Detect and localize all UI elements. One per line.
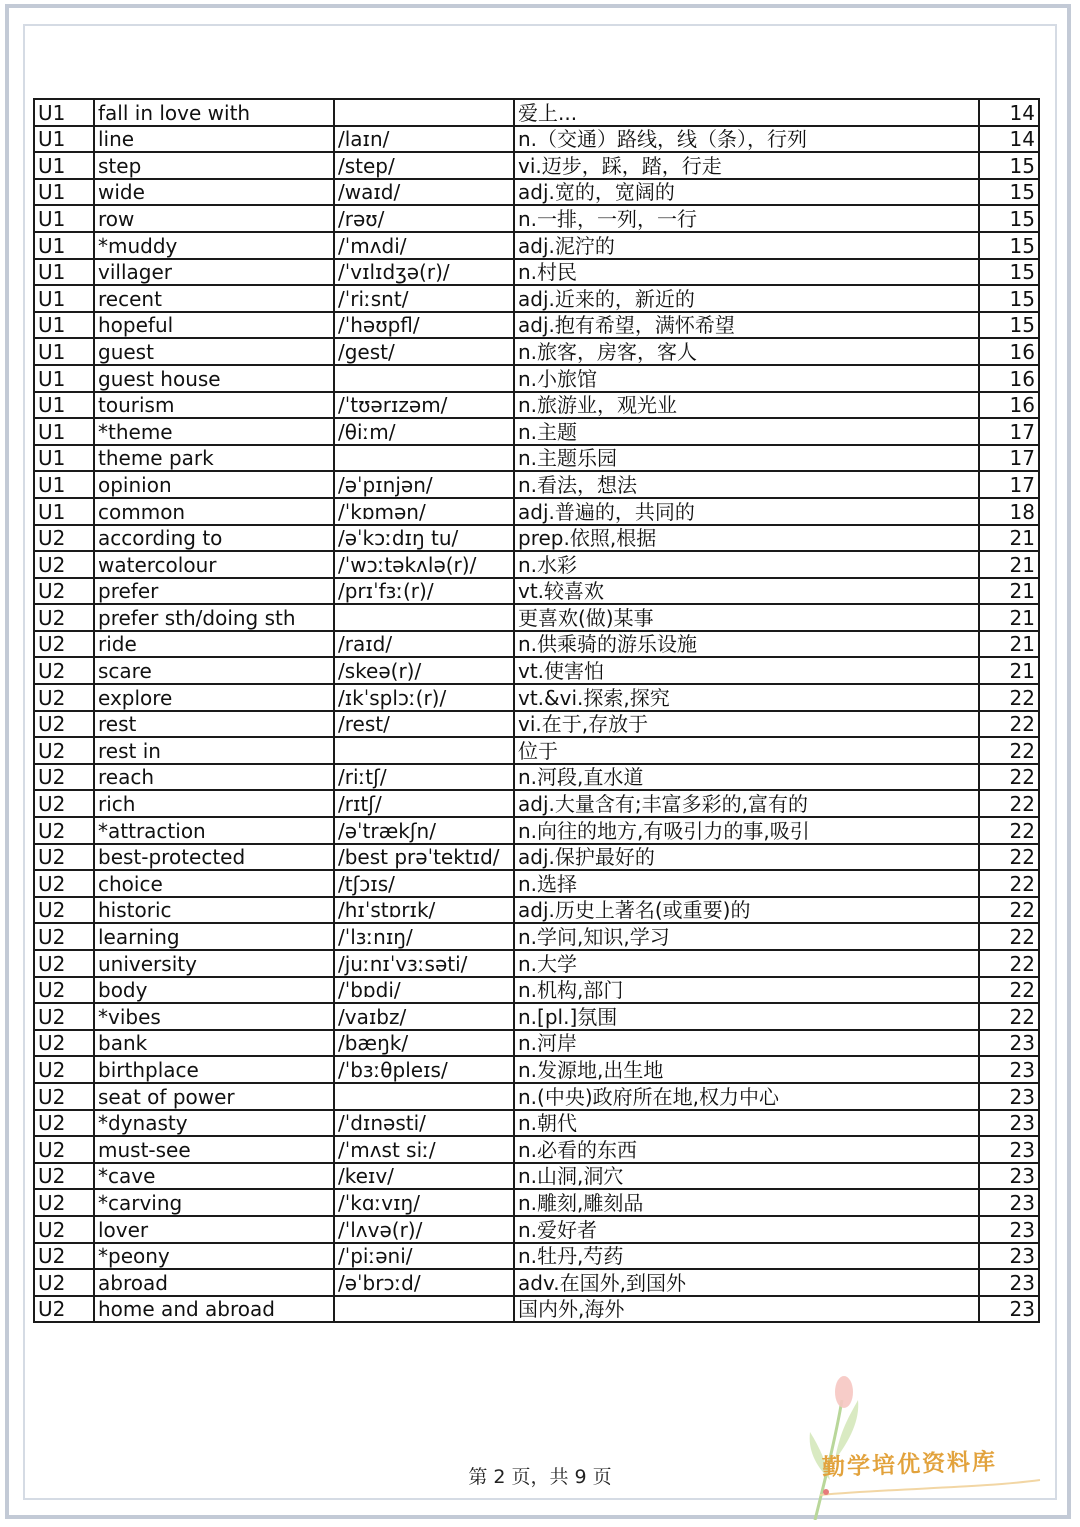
phonetic-cell: /gest/ xyxy=(334,338,514,365)
word-cell: birthplace xyxy=(94,1056,334,1083)
page-number-cell: 22 xyxy=(979,1003,1039,1030)
page-number-cell: 15 xyxy=(979,232,1039,259)
phonetic-cell xyxy=(334,1296,514,1323)
unit-cell: U2 xyxy=(34,1083,94,1110)
phonetic-cell: /ˈhəʊpfl/ xyxy=(334,312,514,339)
phonetic-cell: /ˈlɜːnɪŋ/ xyxy=(334,923,514,950)
watermark-text: 勤学培优资料库 xyxy=(821,1447,998,1482)
meaning-cell: n.(中央)政府所在地,权力中心 xyxy=(514,1083,979,1110)
word-cell: common xyxy=(94,498,334,525)
table-row xyxy=(34,312,1039,339)
phonetic-cell: /tʃɔɪs/ xyxy=(334,870,514,897)
meaning-cell: adj.泥泞的 xyxy=(514,232,979,259)
unit-cell: U2 xyxy=(34,1296,94,1323)
meaning-cell: vi.在于,存放于 xyxy=(514,711,979,738)
table-row xyxy=(34,1163,1039,1190)
phonetic-cell: /prɪˈfɜː(r)/ xyxy=(334,578,514,605)
unit-cell: U1 xyxy=(34,232,94,259)
table-row xyxy=(34,525,1039,552)
unit-cell: U2 xyxy=(34,1136,94,1163)
page-number-cell: 22 xyxy=(979,790,1039,817)
page-number-cell: 22 xyxy=(979,897,1039,924)
word-cell: *muddy xyxy=(94,232,334,259)
table-row xyxy=(34,1030,1039,1057)
word-cell: prefer xyxy=(94,578,334,605)
meaning-cell: adv.在国外,到国外 xyxy=(514,1269,979,1296)
word-cell: recent xyxy=(94,285,334,312)
phonetic-cell xyxy=(334,1083,514,1110)
table-row xyxy=(34,392,1039,419)
phonetic-cell: /əˈbrɔːd/ xyxy=(334,1269,514,1296)
phonetic-cell: /ɪkˈsplɔː(r)/ xyxy=(334,684,514,711)
meaning-cell: adj.大量含有;丰富多彩的,富有的 xyxy=(514,790,979,817)
page-number-cell: 21 xyxy=(979,525,1039,552)
meaning-cell: n.大学 xyxy=(514,950,979,977)
meaning-cell: adj.保护最好的 xyxy=(514,844,979,871)
table-row xyxy=(34,1110,1039,1137)
unit-cell: U2 xyxy=(34,684,94,711)
table-row xyxy=(34,259,1039,286)
table-row xyxy=(34,684,1039,711)
phonetic-cell: /əˈpɪnjən/ xyxy=(334,471,514,498)
phonetic-cell: /ˈtʊərɪzəm/ xyxy=(334,392,514,419)
phonetic-cell xyxy=(334,737,514,764)
word-cell: learning xyxy=(94,923,334,950)
phonetic-cell: /rəʊ/ xyxy=(334,205,514,232)
unit-cell: U2 xyxy=(34,790,94,817)
meaning-cell: vi.迈步，踩，踏，行走 xyxy=(514,152,979,179)
table-row xyxy=(34,711,1039,738)
table-row xyxy=(34,418,1039,445)
meaning-cell: n.旅客，房客，客人 xyxy=(514,338,979,365)
phonetic-cell: /juːnɪˈvɜːsəti/ xyxy=(334,950,514,977)
table-row xyxy=(34,790,1039,817)
page-number-cell: 14 xyxy=(979,99,1039,126)
table-row xyxy=(34,977,1039,1004)
unit-cell: U2 xyxy=(34,631,94,658)
word-cell: reach xyxy=(94,764,334,791)
page-number-cell: 22 xyxy=(979,844,1039,871)
page-number-cell: 23 xyxy=(979,1056,1039,1083)
unit-cell: U2 xyxy=(34,1216,94,1243)
meaning-cell: n.水彩 xyxy=(514,551,979,578)
meaning-cell: n.看法，想法 xyxy=(514,471,979,498)
unit-cell: U2 xyxy=(34,923,94,950)
page-number-cell: 22 xyxy=(979,711,1039,738)
page-number-cell: 15 xyxy=(979,259,1039,286)
page-number-cell: 22 xyxy=(979,737,1039,764)
word-cell: abroad xyxy=(94,1269,334,1296)
unit-cell: U2 xyxy=(34,1243,94,1270)
phonetic-cell: /ˈwɔːtəkʌlə(r)/ xyxy=(334,551,514,578)
meaning-cell: n.爱好者 xyxy=(514,1216,979,1243)
table-row xyxy=(34,1136,1039,1163)
unit-cell: U1 xyxy=(34,471,94,498)
word-cell: home and abroad xyxy=(94,1296,334,1323)
table-row xyxy=(34,471,1039,498)
meaning-cell: adj.普遍的，共同的 xyxy=(514,498,979,525)
phonetic-cell: /step/ xyxy=(334,152,514,179)
phonetic-cell: /bæŋk/ xyxy=(334,1030,514,1057)
unit-cell: U1 xyxy=(34,99,94,126)
phonetic-cell: /ˈbɒdi/ xyxy=(334,977,514,1004)
phonetic-cell: /raɪd/ xyxy=(334,631,514,658)
meaning-cell: adj.近来的，新近的 xyxy=(514,285,979,312)
unit-cell: U1 xyxy=(34,152,94,179)
page-number-cell: 23 xyxy=(979,1163,1039,1190)
phonetic-cell: /ˈvɪlɪdʒə(r)/ xyxy=(334,259,514,286)
word-cell: choice xyxy=(94,870,334,897)
unit-cell: U2 xyxy=(34,977,94,1004)
meaning-cell: n.旅游业，观光业 xyxy=(514,392,979,419)
unit-cell: U1 xyxy=(34,445,94,472)
meaning-cell: 更喜欢(做)某事 xyxy=(514,604,979,631)
word-cell: *dynasty xyxy=(94,1110,334,1137)
word-cell: step xyxy=(94,152,334,179)
table-row xyxy=(34,498,1039,525)
page-number-cell: 15 xyxy=(979,205,1039,232)
unit-cell: U2 xyxy=(34,1189,94,1216)
page-number-cell: 23 xyxy=(979,1216,1039,1243)
meaning-cell: 位于 xyxy=(514,737,979,764)
unit-cell: U2 xyxy=(34,1003,94,1030)
page-number-cell: 22 xyxy=(979,684,1039,711)
phonetic-cell xyxy=(334,604,514,631)
word-cell: *cave xyxy=(94,1163,334,1190)
unit-cell: U1 xyxy=(34,312,94,339)
unit-cell: U1 xyxy=(34,285,94,312)
unit-cell: U1 xyxy=(34,205,94,232)
word-cell: guest xyxy=(94,338,334,365)
page-number-cell: 23 xyxy=(979,1296,1039,1323)
table-row xyxy=(34,152,1039,179)
page-number-cell: 21 xyxy=(979,631,1039,658)
unit-cell: U2 xyxy=(34,525,94,552)
table-row xyxy=(34,1216,1039,1243)
unit-cell: U2 xyxy=(34,1269,94,1296)
page-number-cell: 15 xyxy=(979,312,1039,339)
table-row xyxy=(34,285,1039,312)
unit-cell: U2 xyxy=(34,950,94,977)
page-number-cell: 22 xyxy=(979,923,1039,950)
page-number-cell: 22 xyxy=(979,977,1039,1004)
table-row xyxy=(34,205,1039,232)
phonetic-cell: /ˈkɑːvɪŋ/ xyxy=(334,1189,514,1216)
unit-cell: U2 xyxy=(34,870,94,897)
meaning-cell: 国内外,海外 xyxy=(514,1296,979,1323)
page-number-cell: 15 xyxy=(979,285,1039,312)
page-number-footer: 第 2 页，共 9 页 xyxy=(468,1466,612,1488)
unit-cell: U2 xyxy=(34,1056,94,1083)
word-cell: row xyxy=(94,205,334,232)
page-number-cell: 21 xyxy=(979,578,1039,605)
meaning-cell: n.主题 xyxy=(514,418,979,445)
page-number-cell: 15 xyxy=(979,179,1039,206)
meaning-cell: prep.依照,根据 xyxy=(514,525,979,552)
page-number-cell: 21 xyxy=(979,551,1039,578)
phonetic-cell: /keɪv/ xyxy=(334,1163,514,1190)
unit-cell: U2 xyxy=(34,897,94,924)
phonetic-cell xyxy=(334,365,514,392)
word-cell: *attraction xyxy=(94,817,334,844)
table-row xyxy=(34,551,1039,578)
unit-cell: U1 xyxy=(34,126,94,153)
unit-cell: U2 xyxy=(34,1030,94,1057)
meaning-cell: n.供乘骑的游乐设施 xyxy=(514,631,979,658)
table-row xyxy=(34,126,1039,153)
page-number-cell: 23 xyxy=(979,1136,1039,1163)
table-row xyxy=(34,631,1039,658)
page-number-cell: 22 xyxy=(979,817,1039,844)
table-row xyxy=(34,1269,1039,1296)
word-cell: *carving xyxy=(94,1189,334,1216)
page-number-cell: 23 xyxy=(979,1243,1039,1270)
meaning-cell: n.必看的东西 xyxy=(514,1136,979,1163)
word-cell: tourism xyxy=(94,392,334,419)
phonetic-cell: /ˈmʌdi/ xyxy=(334,232,514,259)
table-row xyxy=(34,338,1039,365)
word-cell: rest xyxy=(94,711,334,738)
word-cell: guest house xyxy=(94,365,334,392)
meaning-cell: n.朝代 xyxy=(514,1110,979,1137)
table-row xyxy=(34,657,1039,684)
page-number-cell: 23 xyxy=(979,1083,1039,1110)
table-row xyxy=(34,179,1039,206)
table-row xyxy=(34,445,1039,472)
word-cell: *vibes xyxy=(94,1003,334,1030)
table-row xyxy=(34,844,1039,871)
table-row xyxy=(34,870,1039,897)
unit-cell: U1 xyxy=(34,338,94,365)
meaning-cell: vt.较喜欢 xyxy=(514,578,979,605)
word-cell: theme park xyxy=(94,445,334,472)
page-number-cell: 14 xyxy=(979,126,1039,153)
meaning-cell: n.选择 xyxy=(514,870,979,897)
unit-cell: U1 xyxy=(34,365,94,392)
unit-cell: U2 xyxy=(34,578,94,605)
phonetic-cell: /ˈriːsnt/ xyxy=(334,285,514,312)
phonetic-cell: /riːtʃ/ xyxy=(334,764,514,791)
unit-cell: U2 xyxy=(34,817,94,844)
word-cell: explore xyxy=(94,684,334,711)
unit-cell: U2 xyxy=(34,657,94,684)
vocabulary-table xyxy=(33,98,1040,1323)
unit-cell: U1 xyxy=(34,392,94,419)
meaning-cell: vt.&vi.探索,探究 xyxy=(514,684,979,711)
phonetic-cell xyxy=(334,445,514,472)
phonetic-cell: /əˈkɔːdɪŋ tu/ xyxy=(334,525,514,552)
word-cell: hopeful xyxy=(94,312,334,339)
word-cell: *peony xyxy=(94,1243,334,1270)
meaning-cell: n.山洞,洞穴 xyxy=(514,1163,979,1190)
table-row xyxy=(34,365,1039,392)
phonetic-cell: /laɪn/ xyxy=(334,126,514,153)
unit-cell: U2 xyxy=(34,1110,94,1137)
phonetic-cell: /vaɪbz/ xyxy=(334,1003,514,1030)
phonetic-cell: /hɪˈstɒrɪk/ xyxy=(334,897,514,924)
meaning-cell: n.（交通）路线，线（条），行列 xyxy=(514,126,979,153)
meaning-cell: vt.使害怕 xyxy=(514,657,979,684)
word-cell: historic xyxy=(94,897,334,924)
meaning-cell: n.机构,部门 xyxy=(514,977,979,1004)
table-row xyxy=(34,1056,1039,1083)
meaning-cell: n.雕刻,雕刻品 xyxy=(514,1189,979,1216)
word-cell: line xyxy=(94,126,334,153)
meaning-cell: 爱上... xyxy=(514,99,979,126)
phonetic-cell: /θiːm/ xyxy=(334,418,514,445)
page-number-cell: 22 xyxy=(979,950,1039,977)
word-cell: seat of power xyxy=(94,1083,334,1110)
word-cell: scare xyxy=(94,657,334,684)
page-number-cell: 23 xyxy=(979,1269,1039,1296)
page-number-cell: 22 xyxy=(979,764,1039,791)
page-number-cell: 22 xyxy=(979,870,1039,897)
page-number-cell: 18 xyxy=(979,498,1039,525)
table-row xyxy=(34,1243,1039,1270)
table-row xyxy=(34,950,1039,977)
phonetic-cell: /skeə(r)/ xyxy=(334,657,514,684)
unit-cell: U1 xyxy=(34,259,94,286)
page-number-cell: 21 xyxy=(979,604,1039,631)
phonetic-cell: /rest/ xyxy=(334,711,514,738)
page-number-cell: 16 xyxy=(979,392,1039,419)
meaning-cell: n.向往的地方,有吸引力的事,吸引 xyxy=(514,817,979,844)
word-cell: ride xyxy=(94,631,334,658)
meaning-cell: n.牡丹,芍药 xyxy=(514,1243,979,1270)
meaning-cell: n.学问,知识,学习 xyxy=(514,923,979,950)
meaning-cell: n.小旅馆 xyxy=(514,365,979,392)
unit-cell: U1 xyxy=(34,498,94,525)
phonetic-cell: /rɪtʃ/ xyxy=(334,790,514,817)
page-number-cell: 21 xyxy=(979,657,1039,684)
page-number-cell: 23 xyxy=(979,1110,1039,1137)
phonetic-cell: /ˈkɒmən/ xyxy=(334,498,514,525)
word-cell: best-protected xyxy=(94,844,334,871)
phonetic-cell xyxy=(334,99,514,126)
meaning-cell: n.发源地,出生地 xyxy=(514,1056,979,1083)
meaning-cell: adj.宽的，宽阔的 xyxy=(514,179,979,206)
word-cell: lover xyxy=(94,1216,334,1243)
table-row xyxy=(34,817,1039,844)
table-row xyxy=(34,1003,1039,1030)
word-cell: fall in love with xyxy=(94,99,334,126)
meaning-cell: n.主题乐园 xyxy=(514,445,979,472)
word-cell: body xyxy=(94,977,334,1004)
word-cell: bank xyxy=(94,1030,334,1057)
word-cell: prefer sth/doing sth xyxy=(94,604,334,631)
page-number-cell: 23 xyxy=(979,1189,1039,1216)
unit-cell: U2 xyxy=(34,711,94,738)
table-row xyxy=(34,1296,1039,1323)
table-row xyxy=(34,737,1039,764)
page-number-cell: 16 xyxy=(979,338,1039,365)
page-number-cell: 17 xyxy=(979,445,1039,472)
word-cell: watercolour xyxy=(94,551,334,578)
table-row xyxy=(34,764,1039,791)
unit-cell: U2 xyxy=(34,737,94,764)
meaning-cell: n.河段,直水道 xyxy=(514,764,979,791)
table-row xyxy=(34,99,1039,126)
word-cell: according to xyxy=(94,525,334,552)
page-number-cell: 16 xyxy=(979,365,1039,392)
phonetic-cell: /ˈlʌvə(r)/ xyxy=(334,1216,514,1243)
phonetic-cell: /ˈmʌst siː/ xyxy=(334,1136,514,1163)
unit-cell: U2 xyxy=(34,551,94,578)
meaning-cell: adj.历史上著名(或重要)的 xyxy=(514,897,979,924)
word-cell: rest in xyxy=(94,737,334,764)
word-cell: university xyxy=(94,950,334,977)
page-number-cell: 17 xyxy=(979,471,1039,498)
page-number-cell: 23 xyxy=(979,1030,1039,1057)
meaning-cell: adj.抱有希望，满怀希望 xyxy=(514,312,979,339)
phonetic-cell: /ˈdɪnəsti/ xyxy=(334,1110,514,1137)
word-cell: must-see xyxy=(94,1136,334,1163)
phonetic-cell: /best prəˈtektɪd/ xyxy=(334,844,514,871)
meaning-cell: n.村民 xyxy=(514,259,979,286)
page-number-cell: 15 xyxy=(979,152,1039,179)
phonetic-cell: /ˈpiːəni/ xyxy=(334,1243,514,1270)
vocabulary-table-body xyxy=(34,99,1039,1322)
meaning-cell: n.[pl.]氛围 xyxy=(514,1003,979,1030)
meaning-cell: n.一排，一列，一行 xyxy=(514,205,979,232)
table-row xyxy=(34,604,1039,631)
page-number-cell: 17 xyxy=(979,418,1039,445)
word-cell: wide xyxy=(94,179,334,206)
table-row xyxy=(34,897,1039,924)
unit-cell: U2 xyxy=(34,1163,94,1190)
word-cell: rich xyxy=(94,790,334,817)
table-row xyxy=(34,578,1039,605)
phonetic-cell: /waɪd/ xyxy=(334,179,514,206)
unit-cell: U1 xyxy=(34,179,94,206)
unit-cell: U2 xyxy=(34,764,94,791)
table-row xyxy=(34,1083,1039,1110)
word-cell: opinion xyxy=(94,471,334,498)
unit-cell: U1 xyxy=(34,418,94,445)
meaning-cell: n.河岸 xyxy=(514,1030,979,1057)
phonetic-cell: /əˈtrækʃn/ xyxy=(334,817,514,844)
unit-cell: U2 xyxy=(34,844,94,871)
table-row xyxy=(34,923,1039,950)
phonetic-cell: /ˈbɜːθpleɪs/ xyxy=(334,1056,514,1083)
word-cell: villager xyxy=(94,259,334,286)
table-row xyxy=(34,232,1039,259)
unit-cell: U2 xyxy=(34,604,94,631)
table-row xyxy=(34,1189,1039,1216)
word-cell: *theme xyxy=(94,418,334,445)
